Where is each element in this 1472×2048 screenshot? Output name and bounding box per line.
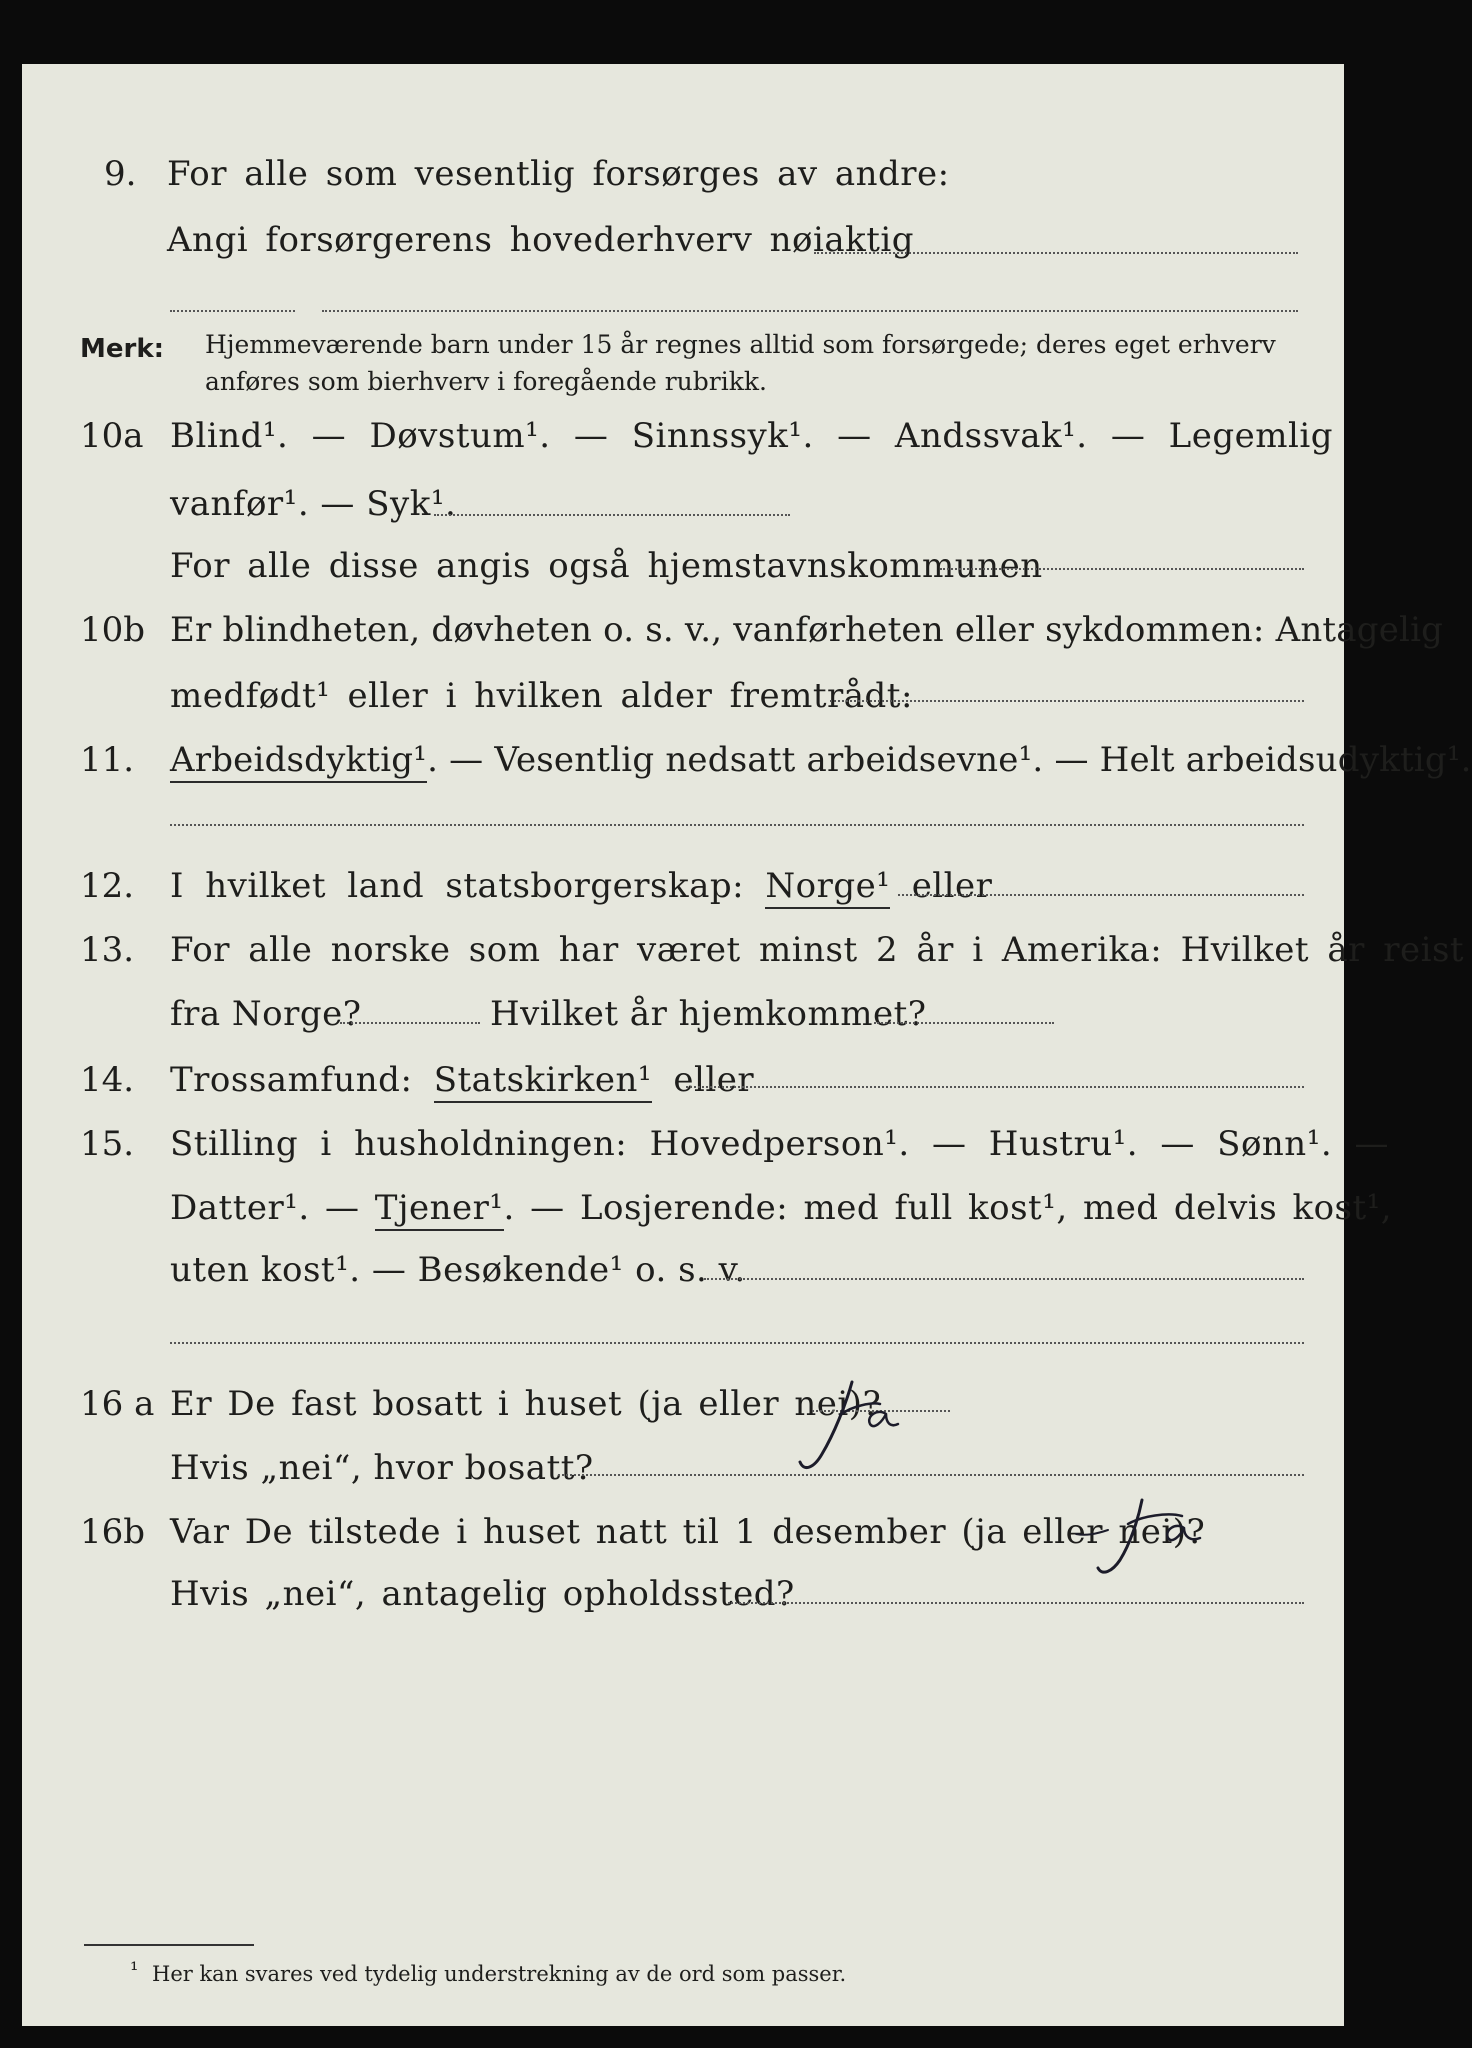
q12-option-norge[interactable]: Norge¹ bbox=[765, 866, 890, 909]
q15-line2 bbox=[170, 1188, 1392, 1228]
q16b-line1: Var De tilstede i huset natt til 1 desember (ja eller nei)? bbox=[170, 1512, 1206, 1552]
q14-line bbox=[170, 1060, 754, 1100]
q13-line2a: fra Norge? bbox=[170, 994, 362, 1034]
q10b-line2: medfødt¹ eller i hvilken alder fremtrådt: bbox=[170, 676, 913, 716]
q15-line2b: . — Losjerende: med full kost¹, med delvis kost¹, bbox=[503, 1188, 1393, 1228]
q15-line2a: Datter¹. — bbox=[170, 1188, 360, 1228]
q9-answer-line-2a[interactable] bbox=[170, 310, 295, 312]
q12-number: 12. bbox=[80, 866, 135, 906]
q16b-answer-line[interactable] bbox=[728, 1602, 1304, 1604]
q16a-line2: Hvis „nei“, hvor bosatt? bbox=[170, 1448, 594, 1488]
q14-post: eller bbox=[673, 1060, 755, 1100]
q13-hjemkommet-answer-line[interactable] bbox=[874, 1022, 1054, 1024]
q9-number: 9. bbox=[104, 154, 137, 194]
q12-answer-line[interactable] bbox=[898, 894, 1304, 896]
q13-line2b: Hvilket år hjemkommet? bbox=[490, 994, 927, 1034]
q11-answer-line[interactable] bbox=[170, 824, 1304, 826]
q10a-kommune-answer-line[interactable] bbox=[940, 568, 1304, 570]
q15-answer-line[interactable] bbox=[704, 1278, 1304, 1280]
q9-line1: For alle som vesentlig forsørges av andre: bbox=[167, 154, 950, 194]
q13-number: 13. bbox=[80, 930, 135, 970]
q10a-syk-answer-line[interactable] bbox=[434, 514, 790, 516]
footnote bbox=[130, 1958, 847, 1986]
q14-number: 14. bbox=[80, 1060, 135, 1100]
q16b-line2: Hvis „nei“, antagelig opholdssted? bbox=[170, 1574, 795, 1614]
q10a-number: 10a bbox=[80, 416, 144, 456]
q10a-line2: vanfør¹. — Syk¹. bbox=[170, 484, 457, 524]
q10b-answer-line[interactable] bbox=[830, 700, 1304, 702]
footnote-mark: ¹ bbox=[130, 1958, 139, 1982]
q10a-line3: For alle disse angis også hjemstavnskommunen bbox=[170, 546, 1043, 586]
q16a-handwritten-answer bbox=[782, 1374, 912, 1484]
q9-answer-line-2b[interactable] bbox=[322, 310, 1298, 312]
q12-line bbox=[170, 866, 992, 906]
q16a-bosatt-answer-line[interactable] bbox=[558, 1474, 1304, 1476]
footnote-rule bbox=[84, 1944, 254, 1946]
q16a-number: 16 a bbox=[80, 1384, 155, 1424]
q13-line1: For alle norske som har været minst 2 år i Amerika: Hvilket år reist bbox=[170, 930, 1465, 970]
q12-post: eller bbox=[911, 866, 993, 906]
q14-option-statskirken[interactable]: Statskirken¹ bbox=[434, 1060, 652, 1103]
merk-label: Merk: bbox=[80, 334, 165, 364]
q9-line2: Angi forsørgerens hovederhverv nøiaktig bbox=[167, 220, 915, 260]
q11-rest: . — Vesentlig nedsatt arbeidsevne¹. — Helt arbeidsudyktig¹. bbox=[427, 740, 1472, 780]
q11-option-arbeidsdyktig[interactable]: Arbeidsdyktig¹ bbox=[170, 740, 427, 783]
q15-line1: Stilling i husholdningen: Hovedperson¹. — Hustru¹. — Sønn¹. — bbox=[170, 1124, 1389, 1164]
q14-pre: Trossamfund: bbox=[170, 1060, 413, 1100]
q10a-line1: Blind¹. — Døvstum¹. — Sinnssyk¹. — Andssvak¹. — Legemlig bbox=[170, 416, 1333, 456]
merk-line1: Hjemmeværende barn under 15 år regnes alltid som forsørgede; deres eget erhverv bbox=[205, 330, 1276, 359]
q15-line3: uten kost¹. — Besøkende¹ o. s. v. bbox=[170, 1250, 746, 1290]
q10b-number: 10b bbox=[80, 610, 146, 650]
footnote-text: Her kan svares ved tydelig understrekning av de ord som passer. bbox=[152, 1962, 847, 1986]
q10b-line1: Er blindheten, døvheten o. s. v., vanførheten eller sykdommen: Antagelig bbox=[170, 610, 1444, 650]
q11-number: 11. bbox=[80, 740, 135, 780]
q15-number: 15. bbox=[80, 1124, 135, 1164]
q14-answer-line[interactable] bbox=[686, 1086, 1304, 1088]
q15-answer-line-2[interactable] bbox=[170, 1342, 1304, 1344]
q9-answer-line[interactable] bbox=[814, 252, 1298, 254]
q12-pre: I hvilket land statsborgerskap: bbox=[170, 866, 745, 906]
census-form-page bbox=[22, 64, 1472, 2026]
q13-reist-answer-line[interactable] bbox=[340, 1022, 480, 1024]
merk-line2: anføres som bierhverv i foregående rubrikk. bbox=[205, 367, 767, 396]
q15-option-tjener[interactable]: Tjener¹ bbox=[375, 1188, 504, 1231]
q16a-line1: Er De fast bosatt i huset (ja eller nei)? bbox=[170, 1384, 882, 1424]
q16b-number: 16b bbox=[80, 1512, 146, 1552]
q16b-handwritten-answer bbox=[1072, 1494, 1232, 1584]
q11-line bbox=[170, 740, 1472, 780]
